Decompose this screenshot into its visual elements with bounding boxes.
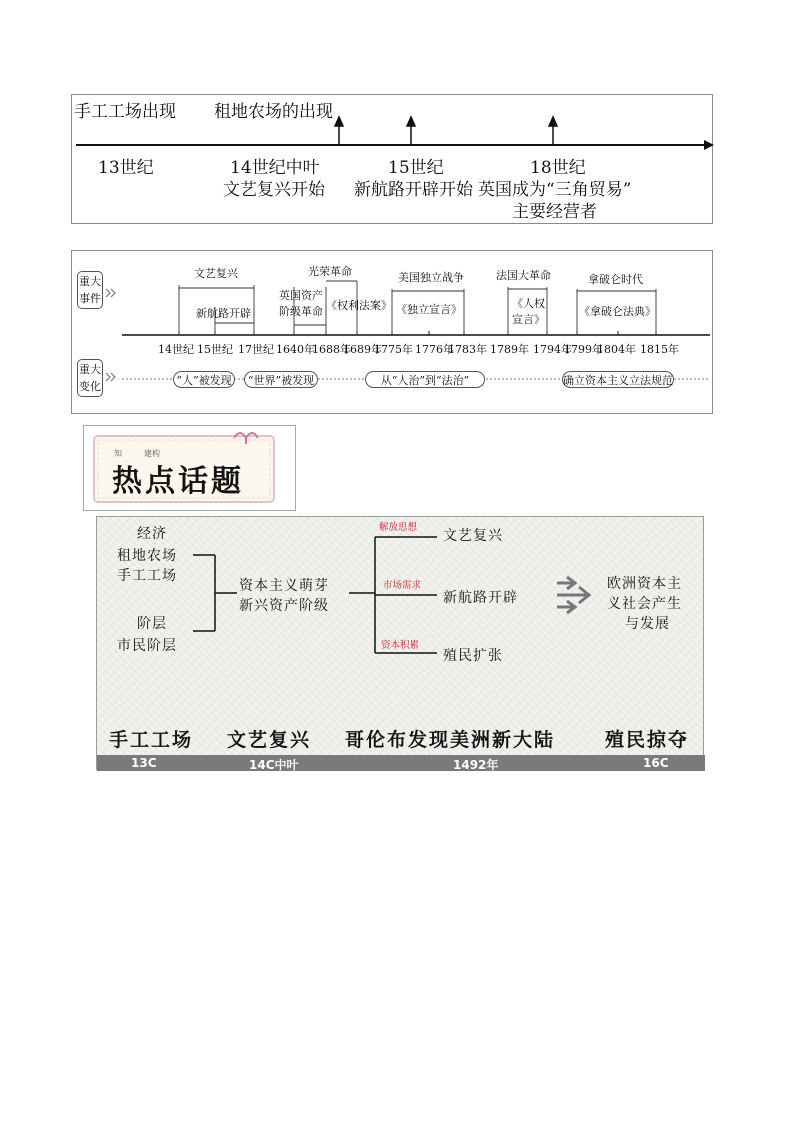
year-1640: 1640年 <box>276 343 315 356</box>
year-1783: 1783年 <box>448 343 487 356</box>
center-new-bourgeoisie: 新兴资产阶级 <box>239 598 329 614</box>
event-french-revolution: 法国大革命 <box>496 269 551 282</box>
hot-topics-badge <box>83 425 296 511</box>
year-1688: 1688年 <box>312 343 351 356</box>
change-capitalist-legislation: 确立资本主义立法规范 <box>562 371 674 388</box>
bottom-event-columbus: 哥伦布发现美洲新大陆 <box>345 729 556 751</box>
year-1789: 1789年 <box>490 343 529 356</box>
label-britain-triangle-trade: 英国成为“三角贸易” <box>478 180 632 200</box>
row-label-major-events-line1: 重大 <box>79 275 101 288</box>
event-napoleon-era: 拿破仑时代 <box>588 273 643 286</box>
event-glorious-revolution: 光荣革命 <box>308 265 352 278</box>
event-renaissance: 文艺复兴 <box>194 267 238 280</box>
branch-renaissance: 文艺复兴 <box>443 528 503 544</box>
badge-small-1: 知 <box>114 449 122 458</box>
result-line-1: 欧洲资本主 <box>607 576 682 592</box>
year-1799: 1799年 <box>564 343 603 356</box>
timeline-panel-1 <box>71 94 713 224</box>
label-main-operator: 主要经营者 <box>512 202 597 222</box>
mindmap-panel <box>96 516 704 770</box>
year-1776: 1776年 <box>415 343 454 356</box>
year-1804: 1804年 <box>597 343 636 356</box>
year-1689: 1689年 <box>343 343 382 356</box>
year-18c: 18世纪 <box>530 158 586 178</box>
event-napoleonic-code: 《拿破仑法典》 <box>579 305 656 318</box>
row-label-major-events <box>77 271 103 309</box>
left-handicraft: 手工工场 <box>117 568 177 584</box>
event-new-route: 新航路开辟 <box>196 307 251 320</box>
left-rental-farm: 租地农场 <box>117 548 177 564</box>
year-17c: 17世纪 <box>238 343 274 356</box>
change-rule-of-law: 从“人治”到“法治” <box>365 371 485 388</box>
bottom-tick-13c: 13C <box>131 756 157 770</box>
left-class: 阶层 <box>137 616 167 632</box>
bottom-event-handicraft: 手工工场 <box>109 729 194 751</box>
branch-new-route: 新航路开辟 <box>443 590 518 606</box>
branch-label-liberate: 解放思想 <box>379 522 418 533</box>
event-rights-of-man-1: 《人权 <box>512 297 545 310</box>
year-1775: 1775年 <box>374 343 413 356</box>
badge-small-2: 建构 <box>144 449 160 458</box>
event-declaration-independence: 《独立宣言》 <box>396 303 462 316</box>
branch-label-capital: 资本积累 <box>381 640 420 651</box>
event-english-bourgeois-2: 阶级革命 <box>279 305 323 318</box>
bottom-tick-1492: 1492年 <box>453 758 499 772</box>
left-economy: 经济 <box>137 526 167 542</box>
year-15c: 15世纪 <box>197 343 233 356</box>
year-14c: 14世纪 <box>158 343 194 356</box>
event-rights-of-man-2: 宣言》 <box>512 313 545 326</box>
branch-label-market: 市场需求 <box>383 580 422 591</box>
center-capitalism-sprout: 资本主义萌芽 <box>239 578 329 594</box>
row-label-major-changes-line2: 变化 <box>79 380 101 393</box>
left-citizen-class: 市民阶层 <box>117 638 177 654</box>
event-english-bourgeois-1: 英国资产 <box>279 289 323 302</box>
year-1815: 1815年 <box>640 343 679 356</box>
change-world-discovered: “世界”被发现 <box>244 371 318 388</box>
row-label-major-changes <box>77 359 103 397</box>
event-american-war: 美国独立战争 <box>398 271 464 284</box>
row-label-major-events-line2: 事件 <box>79 292 101 305</box>
result-line-2: 义社会产生 <box>607 596 682 612</box>
label-renaissance-start: 文艺复兴开始 <box>223 180 325 200</box>
event-bill-of-rights: 《权利法案》 <box>326 299 392 312</box>
result-line-3: 与发展 <box>625 616 670 632</box>
bottom-event-renaissance: 文艺复兴 <box>227 729 312 751</box>
year-1794: 1794年 <box>533 343 572 356</box>
row-label-major-changes-line1: 重大 <box>79 363 101 376</box>
label-handicraft-workshop: 手工工场出现 <box>74 102 176 122</box>
year-15c: 15世纪 <box>388 158 444 178</box>
badge-title: 热点话题 <box>112 464 244 499</box>
bottom-event-colonial-plunder: 殖民掠夺 <box>605 729 690 751</box>
branch-colonial-expansion: 殖民扩张 <box>443 648 503 664</box>
change-person-discovered: “人”被发现 <box>173 371 235 388</box>
year-14c-mid: 14世纪中叶 <box>230 158 320 178</box>
label-new-route: 新航路开辟开始 <box>354 180 473 200</box>
year-13c: 13世纪 <box>98 158 154 178</box>
bottom-tick-16c: 16C <box>643 756 669 770</box>
label-rental-farm: 租地农场的出现 <box>214 102 333 122</box>
timeline-panel-2 <box>71 250 713 414</box>
bottom-tick-14c: 14C中叶 <box>249 758 299 772</box>
